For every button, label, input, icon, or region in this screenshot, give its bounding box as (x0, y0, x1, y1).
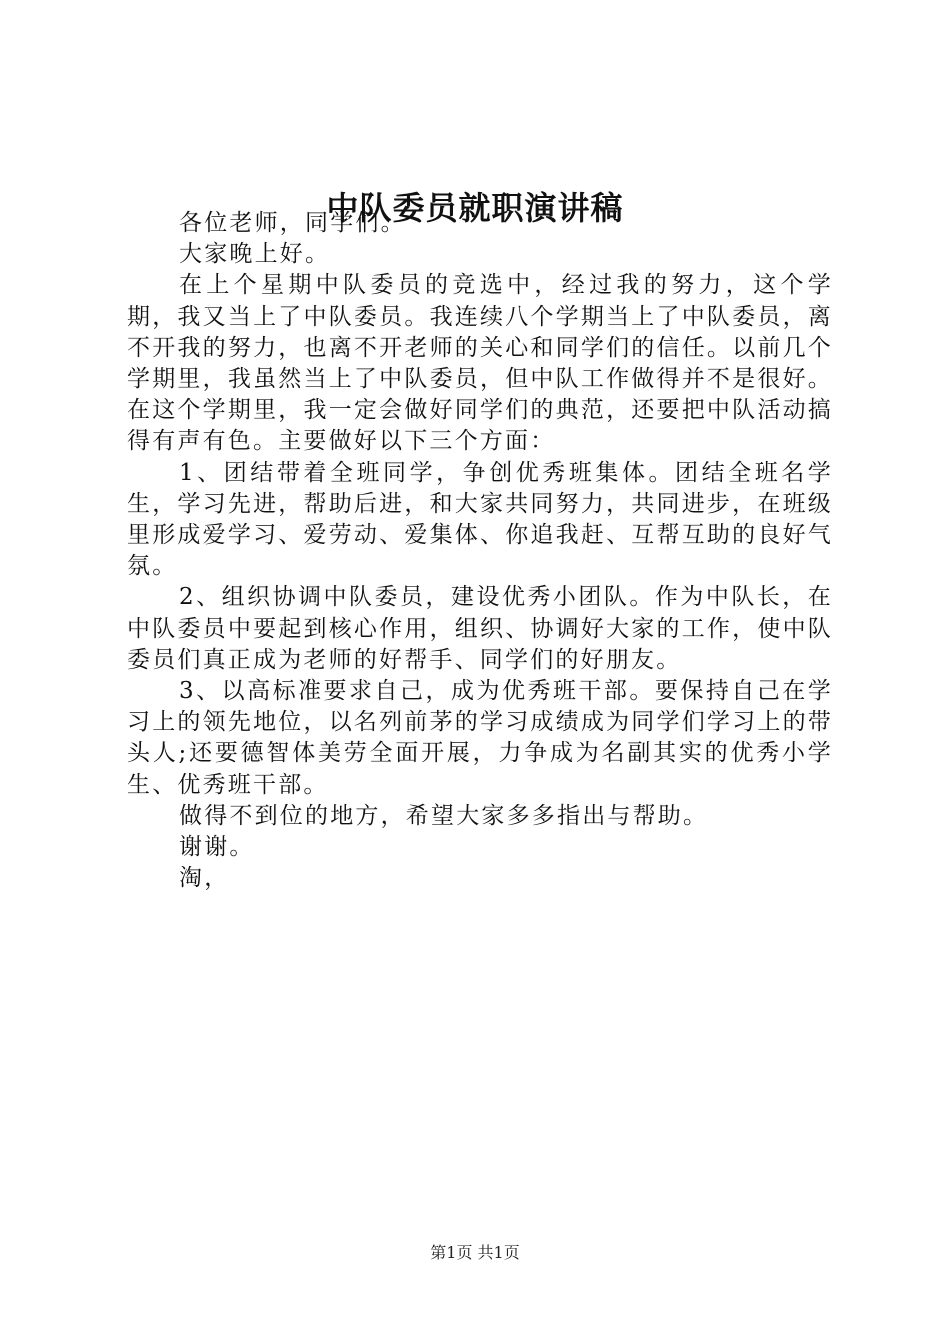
paragraph-salutation: 大家晚上好。 (179, 241, 331, 268)
paragraph-greeting: 各位老师，同学们。 (179, 210, 406, 236)
paragraph-point-3: 3、以高标准要求自己，成为优秀班干部。要保持自己在学习上的领先地位，以名列前茅的学习成绩成为同学们学习上的带头人;还要德智体美劳全面开展，力争成为名副其实的优秀小学生、优秀班干部。 (127, 678, 833, 798)
page-number-footer: 第1页 共1页 (430, 1243, 520, 1262)
paragraph-point-1: 1、团结带着全班同学，争创优秀班集体。团结全班名学生，学习先进，帮助后进，和大家共同努力，共同进步，在班级里形成爱学习、爱劳动、爱集体、你追我赶、互帮互助的良好气氛。 (127, 459, 833, 580)
paragraph-trailing: 淘， (179, 865, 230, 892)
paragraph-intro: 在上个星期中队委员的竞选中，经过我的努力，这个学期，我又当上了中队委员。我连续八个学期当上了中队委员，离不开我的努力，也离不开老师的关心和同学们的信任。以前几个学期里，我虽然当上了中队委员，但中队工作做得并不是很好。在这个学期里，我一定会做好同学们的典范，还要把中队活动搞得有声有色。主要做好以下三个方面： (127, 272, 833, 455)
paragraph-point-2: 2、组织协调中队委员，建设优秀小团队。作为中队长，在中队委员中要起到核心作用，组织、协调好大家的工作，使中队委员们真正成为老师的好帮手、同学们的好朋友。 (127, 584, 833, 673)
paragraph-closing: 做得不到位的地方，希望大家多多指出与帮助。 (179, 802, 709, 829)
document-title: 中队委员就职演讲稿 (326, 189, 624, 227)
paragraph-thanks: 谢谢。 (179, 834, 255, 861)
document-body (127, 208, 833, 894)
